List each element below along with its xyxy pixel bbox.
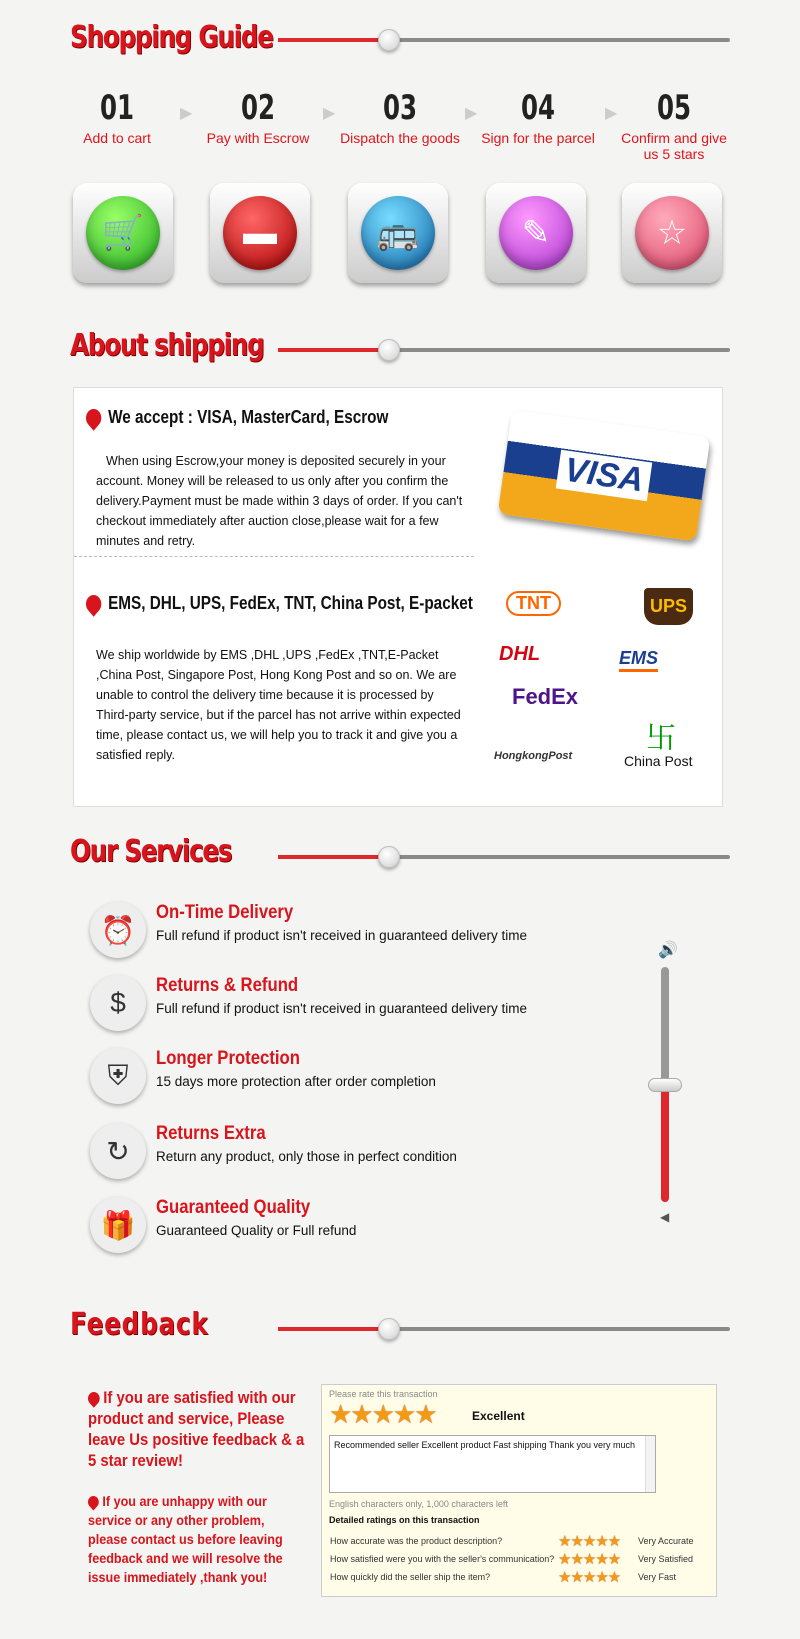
cart-icon: 🛒 — [73, 183, 173, 283]
rating-question: How satisfied were you with the seller's communication? — [330, 1554, 555, 1564]
location-pin-icon — [86, 1494, 101, 1511]
chevron-right-icon: ▶ — [323, 105, 336, 122]
step-3 — [325, 88, 478, 146]
step-4 — [463, 88, 613, 146]
rating-question: How quickly did the seller ship the item? — [330, 1572, 491, 1582]
chevron-right-icon: ▶ — [605, 105, 618, 122]
rating-label: Excellent — [472, 1409, 525, 1423]
return-icon: ↻ — [90, 1123, 146, 1179]
step-2 — [183, 88, 336, 146]
service-desc: Full refund if product isn't received in guaranteed delivery time — [156, 1001, 528, 1016]
volume-down-icon: ◀ — [660, 1210, 670, 1224]
scrollbar[interactable] — [645, 1436, 655, 1492]
star-rating[interactable]: ★★★★★ — [558, 1551, 621, 1568]
ups-logo: UPS — [644, 588, 693, 625]
money-bag-icon: $ — [90, 975, 146, 1031]
service-title: Returns Extra — [156, 1123, 266, 1144]
service-title: On-Time Delivery — [156, 902, 294, 923]
service-title: Longer Protection — [156, 1048, 300, 1069]
payment-heading — [86, 407, 388, 428]
china-post-emblem-icon: 卐 — [646, 722, 676, 755]
location-pin-icon — [83, 406, 105, 431]
alarm-clock-icon: ⏰ — [90, 902, 146, 958]
feedback-positive-text — [88, 1388, 309, 1472]
visa-label: VISA — [556, 450, 652, 501]
service-desc: Full refund if product isn't received in guaranteed delivery time — [156, 928, 528, 943]
service-desc: 15 days more protection after order completion — [156, 1074, 436, 1089]
rating-question: How accurate was the product description? — [330, 1536, 503, 1546]
step-label: Dispatch the goods — [340, 130, 460, 146]
char-count-note: English characters only, 1,000 characters left — [329, 1499, 508, 1509]
carriers-heading — [86, 593, 473, 614]
shield-icon: ⛨ — [90, 1048, 146, 1104]
dhl-logo: DHL — [499, 643, 541, 665]
volume-fill — [661, 1085, 669, 1203]
feedback-title: Feedback — [70, 1307, 209, 1342]
rate-prompt: Please rate this transaction — [329, 1389, 438, 1399]
star-rating[interactable]: ★★★★★ — [558, 1569, 621, 1586]
step-number: 02 — [240, 88, 276, 128]
volume-slider[interactable] — [661, 967, 669, 1202]
our-services-title: Our Services — [70, 834, 232, 869]
step-number: 01 — [99, 88, 135, 128]
feedback-negative-text — [88, 1492, 304, 1587]
overall-star-rating[interactable]: ★★★★★ — [329, 1399, 436, 1429]
step-label: Add to cart — [83, 130, 151, 146]
detail-rating-row — [330, 1569, 710, 1586]
feedback-form — [321, 1384, 717, 1597]
gift-icon: 🎁 — [90, 1197, 146, 1253]
carriers-text: We ship worldwide by EMS ,DHL ,UPS ,FedEx ,TNT,E-Packet ,China Post, Singapore Post, Hong Kong Post and so on. We are unable to control the delivery time because it is processed by Third-party service, but if the parcel has not arrive within expected time, please contact us, we will help you to track it and give you a satisfied reply. — [96, 648, 461, 762]
volume-handle[interactable] — [648, 1078, 682, 1092]
step-label: Confirm and give us 5 stars — [621, 130, 727, 162]
step-number: 03 — [382, 88, 418, 128]
ems-logo: EMS — [619, 648, 658, 672]
step-5 — [599, 88, 749, 162]
location-pin-icon — [86, 1389, 103, 1407]
step-label: Sign for the parcel — [481, 130, 595, 146]
step-number: 04 — [520, 88, 556, 128]
credit-card-icon: ▬ — [210, 183, 310, 283]
service-desc: Return any product, only those in perfect condition — [156, 1149, 457, 1164]
divider-slider — [278, 1327, 730, 1331]
hongkong-post-logo: HongkongPost — [494, 750, 573, 762]
step-label: Pay with Escrow — [206, 130, 310, 146]
detailed-ratings-title: Detailed ratings on this transaction — [329, 1515, 480, 1525]
step-number: 05 — [656, 88, 692, 128]
shipping-card — [73, 387, 723, 807]
comment-text: Recommended seller Excellent product Fast shipping Thank you very much — [334, 1440, 635, 1450]
divider-slider — [278, 38, 730, 42]
feedback-negative-message: If you are unhappy with our service or any other problem, please contact us before leaving feedback and we will resolve the issue immediately ,thank you! — [88, 1493, 283, 1585]
about-shipping-title: About shipping — [70, 328, 264, 363]
fedex-logo: FedEx — [512, 684, 579, 709]
payment-title: We accept : VISA, MasterCard, Escrow — [108, 407, 389, 427]
rating-label: Very Fast — [638, 1572, 677, 1582]
location-pin-icon — [83, 592, 105, 617]
detail-rating-row — [330, 1533, 710, 1550]
shopping-guide-title: Shopping Guide — [70, 20, 273, 55]
service-desc: Guaranteed Quality or Full refund — [156, 1223, 357, 1238]
rating-label: Very Accurate — [638, 1536, 694, 1546]
divider — [74, 556, 474, 557]
service-title: Guaranteed Quality — [156, 1197, 311, 1218]
edit-icon: ✎ — [486, 183, 586, 283]
tnt-logo: TNT — [506, 591, 561, 616]
divider-slider — [278, 855, 730, 859]
star-rating[interactable]: ★★★★★ — [558, 1533, 621, 1550]
divider-slider — [278, 348, 730, 352]
chevron-right-icon: ▶ — [180, 105, 193, 122]
star-icon: ☆ — [622, 183, 722, 283]
chevron-right-icon: ▶ — [465, 105, 478, 122]
step-1 — [42, 88, 192, 146]
detail-rating-row — [330, 1551, 710, 1568]
visa-card-image — [498, 410, 711, 542]
china-post-logo: China Post — [624, 753, 693, 769]
comment-textarea[interactable] — [329, 1435, 656, 1493]
bus-icon: 🚌 — [348, 183, 448, 283]
service-title: Returns & Refund — [156, 975, 299, 996]
payment-text: When using Escrow,your money is deposited securely in your account. Money will be released to us only after you confirm the delivery.Payment must be made within 3 days of order. If you can't checkout immediately after auction close,please wait for a few minutes and retry. — [96, 454, 463, 548]
feedback-positive-message: If you are satisfied with our product and service, Please leave Us positive feedback & a 5 star review! — [88, 1389, 305, 1470]
rating-label: Very Satisfied — [638, 1554, 694, 1564]
carriers-title: EMS, DHL, UPS, FedEx, TNT, China Post, E-packet — [108, 593, 473, 613]
volume-up-icon: 🔊 — [658, 942, 678, 959]
